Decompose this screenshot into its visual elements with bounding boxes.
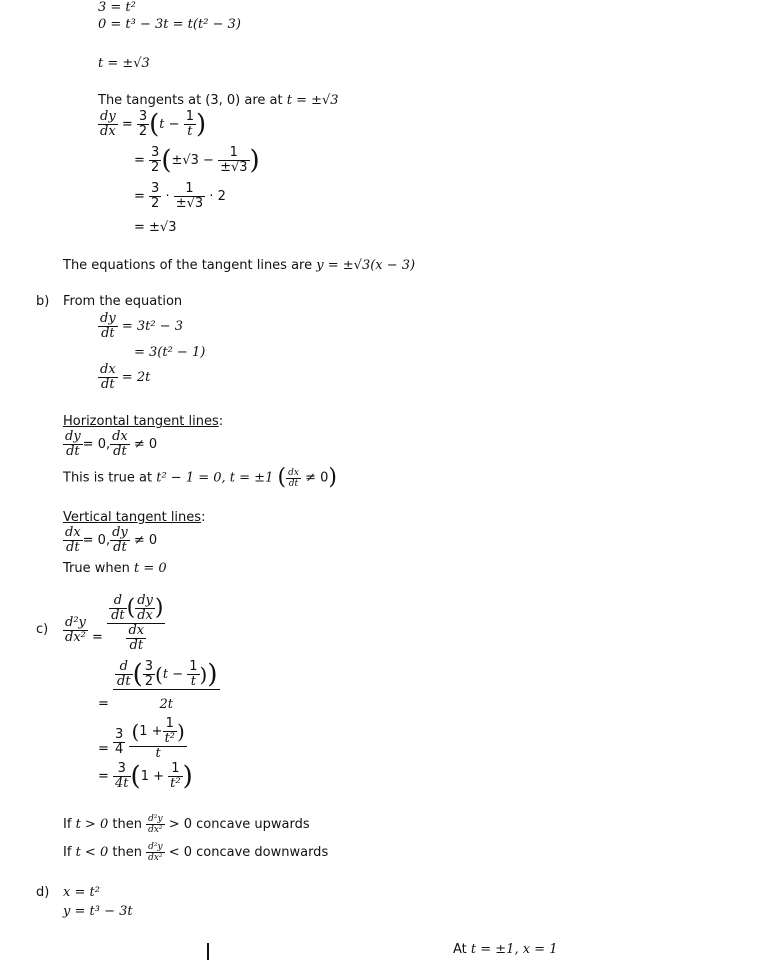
three-quarters-fraction [113,728,125,757]
dxdt-equation [98,363,150,392]
numerator-3: 3 [151,145,160,160]
colon: : [201,510,206,525]
compound-denominator [107,623,165,653]
text-cursor[interactable] [207,943,209,960]
dx2-denominator: dx² [146,824,164,835]
compound-numerator [107,594,165,623]
one-over-root3-fraction [218,146,249,175]
one-over-t2-fraction [168,762,182,791]
three-halves-fraction-2 [149,146,161,175]
tangents-at-label: The tangents at (3, 0) are at [98,93,283,108]
numerator-3: 3 [115,726,124,742]
three-halves-fraction [137,110,149,139]
dx-numerator: dx [128,623,145,638]
dx-numerator: dx [112,429,128,444]
part-b-intro: From the equation [63,294,183,309]
plus-minus-root3: ±√3 [171,153,199,168]
concave-upwards-text: > 0 concave upwards [168,817,310,832]
true-at-label: This is true at [63,470,153,486]
part-b-label: b) [36,294,50,309]
dt-denominator: dt [111,608,125,623]
compound-fraction-2 [113,660,219,712]
dx-numerator: dx [65,525,81,540]
dydt-fraction [63,430,83,459]
open-paren: ( [130,761,141,792]
dydx-fraction [98,110,118,139]
numerator-3: 3 [138,109,148,124]
dxdt-fraction [98,363,118,392]
x-equals-t-squared: x = t² [63,885,100,900]
open-paren: ( [126,595,136,621]
open-paren: ( [277,465,287,490]
numerator-1: 1 [185,109,194,124]
then-label: then [112,817,142,832]
dt-denominator: dt [110,444,130,459]
then-label: then [112,845,142,860]
y-equals-t-cubed-minus-3t: y = t³ − 3t [63,904,133,919]
times-two: · 2 [209,189,226,204]
three-over-4t-fraction [113,762,131,791]
dydt-equation [98,312,183,341]
open-paren: ( [132,659,143,690]
horizontal-tangent-heading [63,414,223,430]
three-halves-fraction [143,660,155,689]
open-paren: ( [161,145,172,176]
three-halves-fraction-3 [149,182,161,211]
denominator-t2: t² [170,776,181,791]
denominator-t: t [187,674,199,689]
numerator-3: 3 [117,761,126,776]
dy-numerator: dy [112,525,128,540]
tangent-lines-equation-text [63,258,415,274]
dxdt-fraction [110,430,130,459]
if-label: If [63,845,72,860]
dxdt-rhs: = 2t [121,370,151,385]
true-at-math: t² − 1 = 0, t = ±1 [156,470,274,486]
concave-downwards-text: < 0 concave downwards [168,845,329,860]
equals-zero: = 0, [82,437,111,452]
open-paren: ( [131,719,140,744]
numerator-1: 1 [165,716,174,731]
dydx-numerator: dy [100,109,116,124]
dydx-expression-line1: $\frac{dy}{dx}$ = $\frac{3}{2}$ (t − $\frac{1}{t}$ ) [100,109,207,140]
denominator-t2: t² [164,731,176,746]
one-plus: 1 + [140,769,164,784]
vertical-condition [63,526,157,555]
equals-sign: = [121,117,133,132]
vertical-heading-text: Vertical tangent lines [63,510,202,525]
numerator-1: 1 [229,145,238,160]
denominator-4: 4 [115,741,124,757]
compound-numerator-2: $\frac{d}{dt}$ ( $\frac{3}{2}$ (t − $\frac{1}{t}$ )) [117,659,218,690]
close-paren: ) [182,761,193,792]
denominator-t: t [129,746,186,761]
numerator-1: 1 [189,659,198,674]
ratio-fraction [129,717,186,761]
dy-numerator: dy [137,593,153,608]
not-equal-zero: ≠ 0 [133,533,158,548]
d2y-dx2-fraction [63,616,88,645]
dydx-final-value: = ±√3 [134,220,177,235]
second-derivative-line3 [98,717,187,761]
horizontal-heading-text: Horizontal tangent lines [63,414,219,429]
horizontal-true-statement [63,466,337,490]
vertical-tangent-heading [63,510,205,526]
d-dt-fraction [115,660,133,689]
at-t-statement [453,942,557,958]
second-derivative-line1 [63,594,165,653]
dydt-fraction [98,312,118,341]
t-negative-math: t < 0 [75,845,109,860]
d-numerator: d [113,593,123,608]
part-c-label: c) [36,622,49,637]
denominator-2: 2 [151,196,160,211]
dt-denominator: dt [63,444,83,459]
equation-3-equals-t-squared: 3 = t² [98,0,136,15]
inner-open-paren: ( [155,662,163,687]
d-numerator: d [119,659,128,674]
second-derivative-line4: = $\frac{3}{4t}$ (1 + $\frac{1}{\text{t²}}$ ) [98,761,193,792]
equals-sign: = [98,696,109,712]
part-d-label: d) [36,885,50,900]
ratio-numerator [129,717,186,746]
tangent-lines-math: y = ±√3(x − 3) [316,258,416,273]
equation-t-cubed-factor: 0 = t³ − 3t = t(t² − 3) [98,17,241,32]
dt-denominator: dt [286,478,301,489]
one-over-t2-fraction [163,717,177,746]
t-symbol: t [159,117,165,132]
dydx-expression-line2: = $\frac{3}{2}$ (±√3 − $\frac{1}{\pm√3}$ ) [134,145,260,176]
tangent-lines-label: The equations of the tangent lines are [63,258,313,273]
small-dxdt-fraction [286,468,301,489]
vertical-true-statement [63,561,167,577]
close-paren: ) [207,659,218,690]
dt-denominator: dt [63,540,83,555]
dx2-denominator: dx² [146,852,164,863]
dydt-fraction [110,526,130,555]
at-math: t = ±1, x = 1 [470,942,558,957]
concave-down-statement [63,842,328,863]
t-positive-math: t > 0 [75,817,109,832]
second-derivative-line2 [98,660,220,713]
dt-denominator: dt [98,377,118,392]
dt-denominator: dt [117,674,131,689]
colon: : [218,414,224,429]
dydt-factored: = 3(t² − 1) [134,345,206,360]
close-paren: ) [249,145,260,176]
dt-denominator: dt [110,540,130,555]
dt-denominator: dt [126,638,146,653]
dydt-rhs: = 3t² − 3 [121,319,183,334]
close-paren: ) [195,109,207,140]
numerator-1: 1 [185,181,194,196]
one-plus: 1 + [139,724,163,739]
denominator-2: 2 [138,124,148,139]
if-label: If [63,817,72,832]
dy-numerator: dy [100,311,116,326]
dxdt-fraction [126,624,146,653]
dydx-fraction [135,594,155,623]
denominator-t: t [184,124,196,139]
one-over-root3-fraction-2 [174,182,205,211]
denominator-root3: ±√3 [220,160,248,175]
one-over-t-fraction [187,660,199,689]
close-paren: ) [177,719,185,744]
not-equal-zero: ≠ 0 [305,470,329,486]
small-d2y-dx2-fraction [146,814,164,835]
true-when-math: t = 0 [134,561,167,576]
tangents-at-point-text [98,93,339,109]
dx-denominator: dx [135,608,155,623]
concave-up-statement [63,814,310,835]
dy-numerator: dy [65,429,81,444]
numerator-1: 1 [171,761,180,776]
horizontal-condition [63,430,157,459]
at-label: At [453,942,467,957]
d2y-numerator: d²y [148,842,163,852]
dxdt-fraction [63,526,83,555]
denominator-2t: 2t [113,689,219,712]
true-when-label: True when [63,561,130,576]
dx-numerator: dx [100,362,116,377]
compound-fraction [107,594,165,653]
dx-numerator: dx [288,467,299,478]
one-over-t-fraction [184,110,196,139]
d2y-numerator: d²y [65,615,86,630]
denominator-2: 2 [144,674,154,689]
tangents-at-math: t = ±√3 [286,93,339,108]
numerator-3: 3 [151,181,160,196]
equals-sign: = [92,630,103,645]
dt-denominator: dt [98,326,118,341]
denominator-4t: 4t [115,776,129,791]
denominator-root3: ±√3 [175,196,204,211]
numerator-3: 3 [144,659,154,674]
dydx-expression-line3: = $\frac{3}{2}$ · $\frac{1}{\pm√3}$ · 2 [134,181,226,211]
dx2-denominator: dx² [63,630,88,645]
d-dt-fraction [109,594,127,623]
equals-sign: = [98,741,109,757]
equals-zero: = 0, [82,533,111,548]
d2y-numerator: d²y [148,814,163,824]
inner-close-paren: ) [199,662,208,687]
dydx-denominator: dx [98,124,118,139]
denominator-2: 2 [151,160,160,175]
close-paren: ) [328,465,337,490]
open-paren: ( [149,109,160,140]
t-symbol: t [162,667,169,682]
not-equal-zero: ≠ 0 [133,437,158,452]
equation-t-plus-minus-root3: t = ±√3 [98,56,150,71]
close-paren: ) [154,595,164,621]
small-d2y-dx2-fraction [146,842,164,863]
